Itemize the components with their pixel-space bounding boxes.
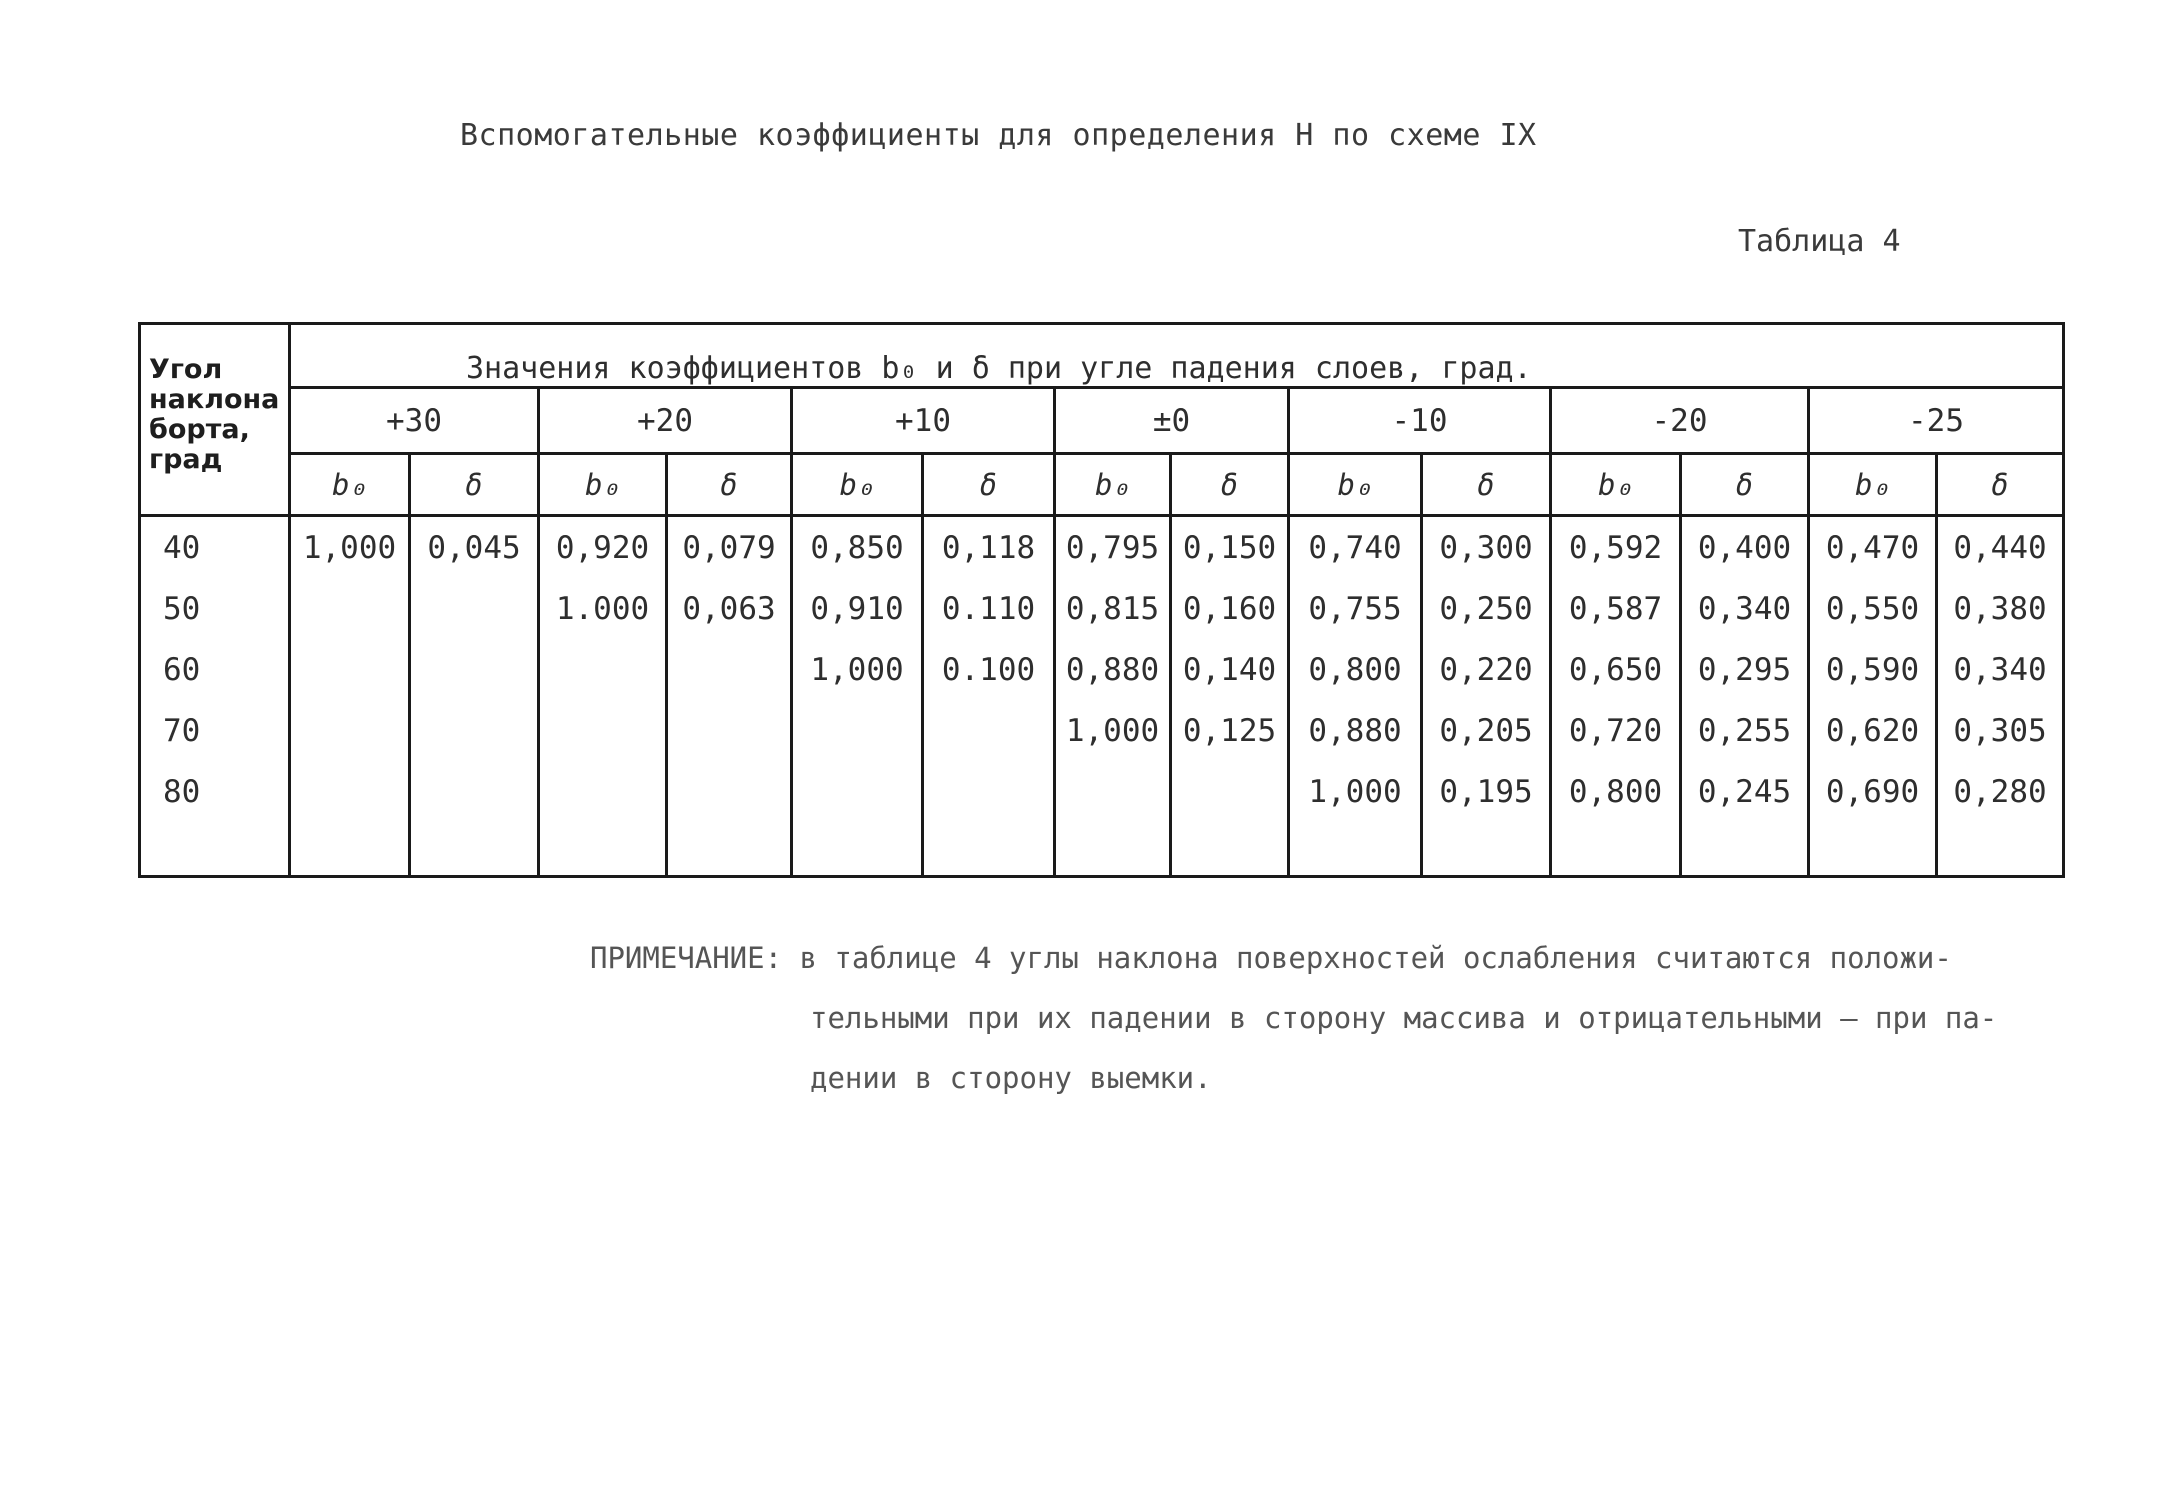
table-cell: 0,380 bbox=[1937, 578, 2064, 639]
table-cell: 0,740 bbox=[1289, 516, 1422, 579]
footnote-line-3: дении в сторону выемки. bbox=[810, 1061, 1212, 1095]
angle-header-row bbox=[140, 388, 2064, 454]
subheader-delta: δ bbox=[667, 454, 792, 516]
table-cell bbox=[410, 578, 539, 639]
footnote-line-1: ПРИМЕЧАНИЕ: в таблице 4 углы наклона поверхностей ослабления считаются положи- bbox=[590, 941, 1952, 975]
table-row bbox=[140, 516, 2064, 579]
coefficients-table bbox=[138, 322, 2065, 878]
table-cell: 0,340 bbox=[1681, 578, 1809, 639]
table-cell: 0,255 bbox=[1681, 700, 1809, 761]
table-cell: 0,250 bbox=[1422, 578, 1551, 639]
table-cell bbox=[792, 761, 923, 822]
row-slope-angle: 60 bbox=[140, 639, 290, 700]
footnote bbox=[590, 928, 2070, 1108]
table-cell: 0,205 bbox=[1422, 700, 1551, 761]
table-cell: 0,720 bbox=[1551, 700, 1681, 761]
subheader-b0: b₀ bbox=[290, 454, 410, 516]
table-number-label: Таблица 4 bbox=[1738, 224, 1901, 259]
subheader-delta: δ bbox=[1937, 454, 2064, 516]
table-body bbox=[140, 516, 2064, 877]
table-cell: 0,079 bbox=[667, 516, 792, 579]
angle-header: +10 bbox=[792, 388, 1055, 454]
spacer-cell bbox=[290, 822, 410, 876]
angle-header: -20 bbox=[1551, 388, 1809, 454]
spacer-cell bbox=[410, 822, 539, 876]
table-bottom-spacer bbox=[140, 822, 2064, 876]
table-cell: 0,850 bbox=[792, 516, 923, 579]
table-cell: 0,690 bbox=[1809, 761, 1937, 822]
row-slope-angle: 40 bbox=[140, 516, 290, 579]
table-cell bbox=[539, 761, 667, 822]
table-cell: 0,245 bbox=[1681, 761, 1809, 822]
row-slope-angle: 80 bbox=[140, 761, 290, 822]
table-cell bbox=[410, 639, 539, 700]
table-cell: 0,125 bbox=[1171, 700, 1289, 761]
table-cell: 0,755 bbox=[1289, 578, 1422, 639]
table-cell: 0,063 bbox=[667, 578, 792, 639]
footnote-line-2: тельными при их падении в сторону массива и отрицательными – при па- bbox=[810, 1001, 1998, 1035]
table-cell bbox=[923, 700, 1055, 761]
table-cell bbox=[539, 700, 667, 761]
table-cell: 0,220 bbox=[1422, 639, 1551, 700]
spacer-cell bbox=[667, 822, 792, 876]
table-row bbox=[140, 761, 2064, 822]
table-cell: 0,650 bbox=[1551, 639, 1681, 700]
table-cell: 0,305 bbox=[1937, 700, 2064, 761]
table-cell: 0,118 bbox=[923, 516, 1055, 579]
spacer-cell bbox=[1055, 822, 1171, 876]
angle-header: -25 bbox=[1809, 388, 2064, 454]
table-cell: 0,140 bbox=[1171, 639, 1289, 700]
table-cell: 0,587 bbox=[1551, 578, 1681, 639]
subheader-delta: δ bbox=[1422, 454, 1551, 516]
spacer-cell bbox=[140, 822, 290, 876]
table-cell: 0.100 bbox=[923, 639, 1055, 700]
table-cell: 0,160 bbox=[1171, 578, 1289, 639]
table-cell: 0,440 bbox=[1937, 516, 2064, 579]
spacer-cell bbox=[539, 822, 667, 876]
table-cell: 0,150 bbox=[1171, 516, 1289, 579]
table-cell: 0,590 bbox=[1809, 639, 1937, 700]
table-cell: 0,815 bbox=[1055, 578, 1171, 639]
table-cell: 0,550 bbox=[1809, 578, 1937, 639]
spacer-cell bbox=[1289, 822, 1422, 876]
table-cell: 0,295 bbox=[1681, 639, 1809, 700]
table-cell bbox=[410, 700, 539, 761]
subheader-b0: b₀ bbox=[539, 454, 667, 516]
angle-header: -10 bbox=[1289, 388, 1551, 454]
table-cell: 0,592 bbox=[1551, 516, 1681, 579]
table-cell: 0,920 bbox=[539, 516, 667, 579]
subheader-delta: δ bbox=[410, 454, 539, 516]
table-cell bbox=[1171, 761, 1289, 822]
table-cell: 0,910 bbox=[792, 578, 923, 639]
table-cell: 1,000 bbox=[792, 639, 923, 700]
table-cell bbox=[290, 700, 410, 761]
subheader-b0: b₀ bbox=[1289, 454, 1422, 516]
spacer-cell bbox=[1809, 822, 1937, 876]
row-slope-angle: 70 bbox=[140, 700, 290, 761]
table-cell: 1.000 bbox=[539, 578, 667, 639]
document-title: Вспомогательные коэффициенты для определения H по схеме IX bbox=[460, 118, 1537, 153]
table-row bbox=[140, 639, 2064, 700]
spacer-cell bbox=[1681, 822, 1809, 876]
subheader-row bbox=[140, 454, 2064, 516]
row-slope-angle: 50 bbox=[140, 578, 290, 639]
table-cell: 0,300 bbox=[1422, 516, 1551, 579]
table-cell: 0,880 bbox=[1289, 700, 1422, 761]
subheader-b0: b₀ bbox=[1055, 454, 1171, 516]
table-cell: 0,795 bbox=[1055, 516, 1171, 579]
spacer-cell bbox=[1422, 822, 1551, 876]
table-cell bbox=[792, 700, 923, 761]
subheader-delta: δ bbox=[1681, 454, 1809, 516]
corner-header-slope-angle: Угол наклона борта, град bbox=[140, 324, 290, 516]
spacer-cell bbox=[923, 822, 1055, 876]
table-cell: 0,880 bbox=[1055, 639, 1171, 700]
spacer-cell bbox=[1171, 822, 1289, 876]
table-cell: 1,000 bbox=[290, 516, 410, 579]
table-cell bbox=[667, 639, 792, 700]
subheader-b0: b₀ bbox=[792, 454, 923, 516]
table-cell bbox=[1055, 761, 1171, 822]
table-cell bbox=[290, 761, 410, 822]
table-cell bbox=[923, 761, 1055, 822]
table-cell: 0,045 bbox=[410, 516, 539, 579]
table-cell bbox=[667, 700, 792, 761]
table-cell bbox=[539, 639, 667, 700]
angle-header: +20 bbox=[539, 388, 792, 454]
table-cell: 0,620 bbox=[1809, 700, 1937, 761]
table-cell bbox=[290, 578, 410, 639]
subheader-b0: b₀ bbox=[1809, 454, 1937, 516]
angle-header: +30 bbox=[290, 388, 539, 454]
main-header-coefficients: Значения коэффициентов b₀ и δ при угле падения слоев, град. bbox=[290, 324, 2064, 388]
table-cell: 0.110 bbox=[923, 578, 1055, 639]
spacer-cell bbox=[1937, 822, 2064, 876]
table-row bbox=[140, 700, 2064, 761]
table-cell: 0,340 bbox=[1937, 639, 2064, 700]
table-cell: 0,400 bbox=[1681, 516, 1809, 579]
table-cell: 0,195 bbox=[1422, 761, 1551, 822]
spacer-cell bbox=[792, 822, 923, 876]
table-cell: 1,000 bbox=[1289, 761, 1422, 822]
spacer-cell bbox=[1551, 822, 1681, 876]
table-cell bbox=[290, 639, 410, 700]
table-cell bbox=[410, 761, 539, 822]
table-cell bbox=[667, 761, 792, 822]
subheader-delta: δ bbox=[1171, 454, 1289, 516]
table-row bbox=[140, 578, 2064, 639]
table-cell: 0,280 bbox=[1937, 761, 2064, 822]
angle-header: ±0 bbox=[1055, 388, 1289, 454]
subheader-b0: b₀ bbox=[1551, 454, 1681, 516]
table-cell: 0,800 bbox=[1289, 639, 1422, 700]
table-cell: 1,000 bbox=[1055, 700, 1171, 761]
table-cell: 0,800 bbox=[1551, 761, 1681, 822]
table-cell: 0,470 bbox=[1809, 516, 1937, 579]
subheader-delta: δ bbox=[923, 454, 1055, 516]
